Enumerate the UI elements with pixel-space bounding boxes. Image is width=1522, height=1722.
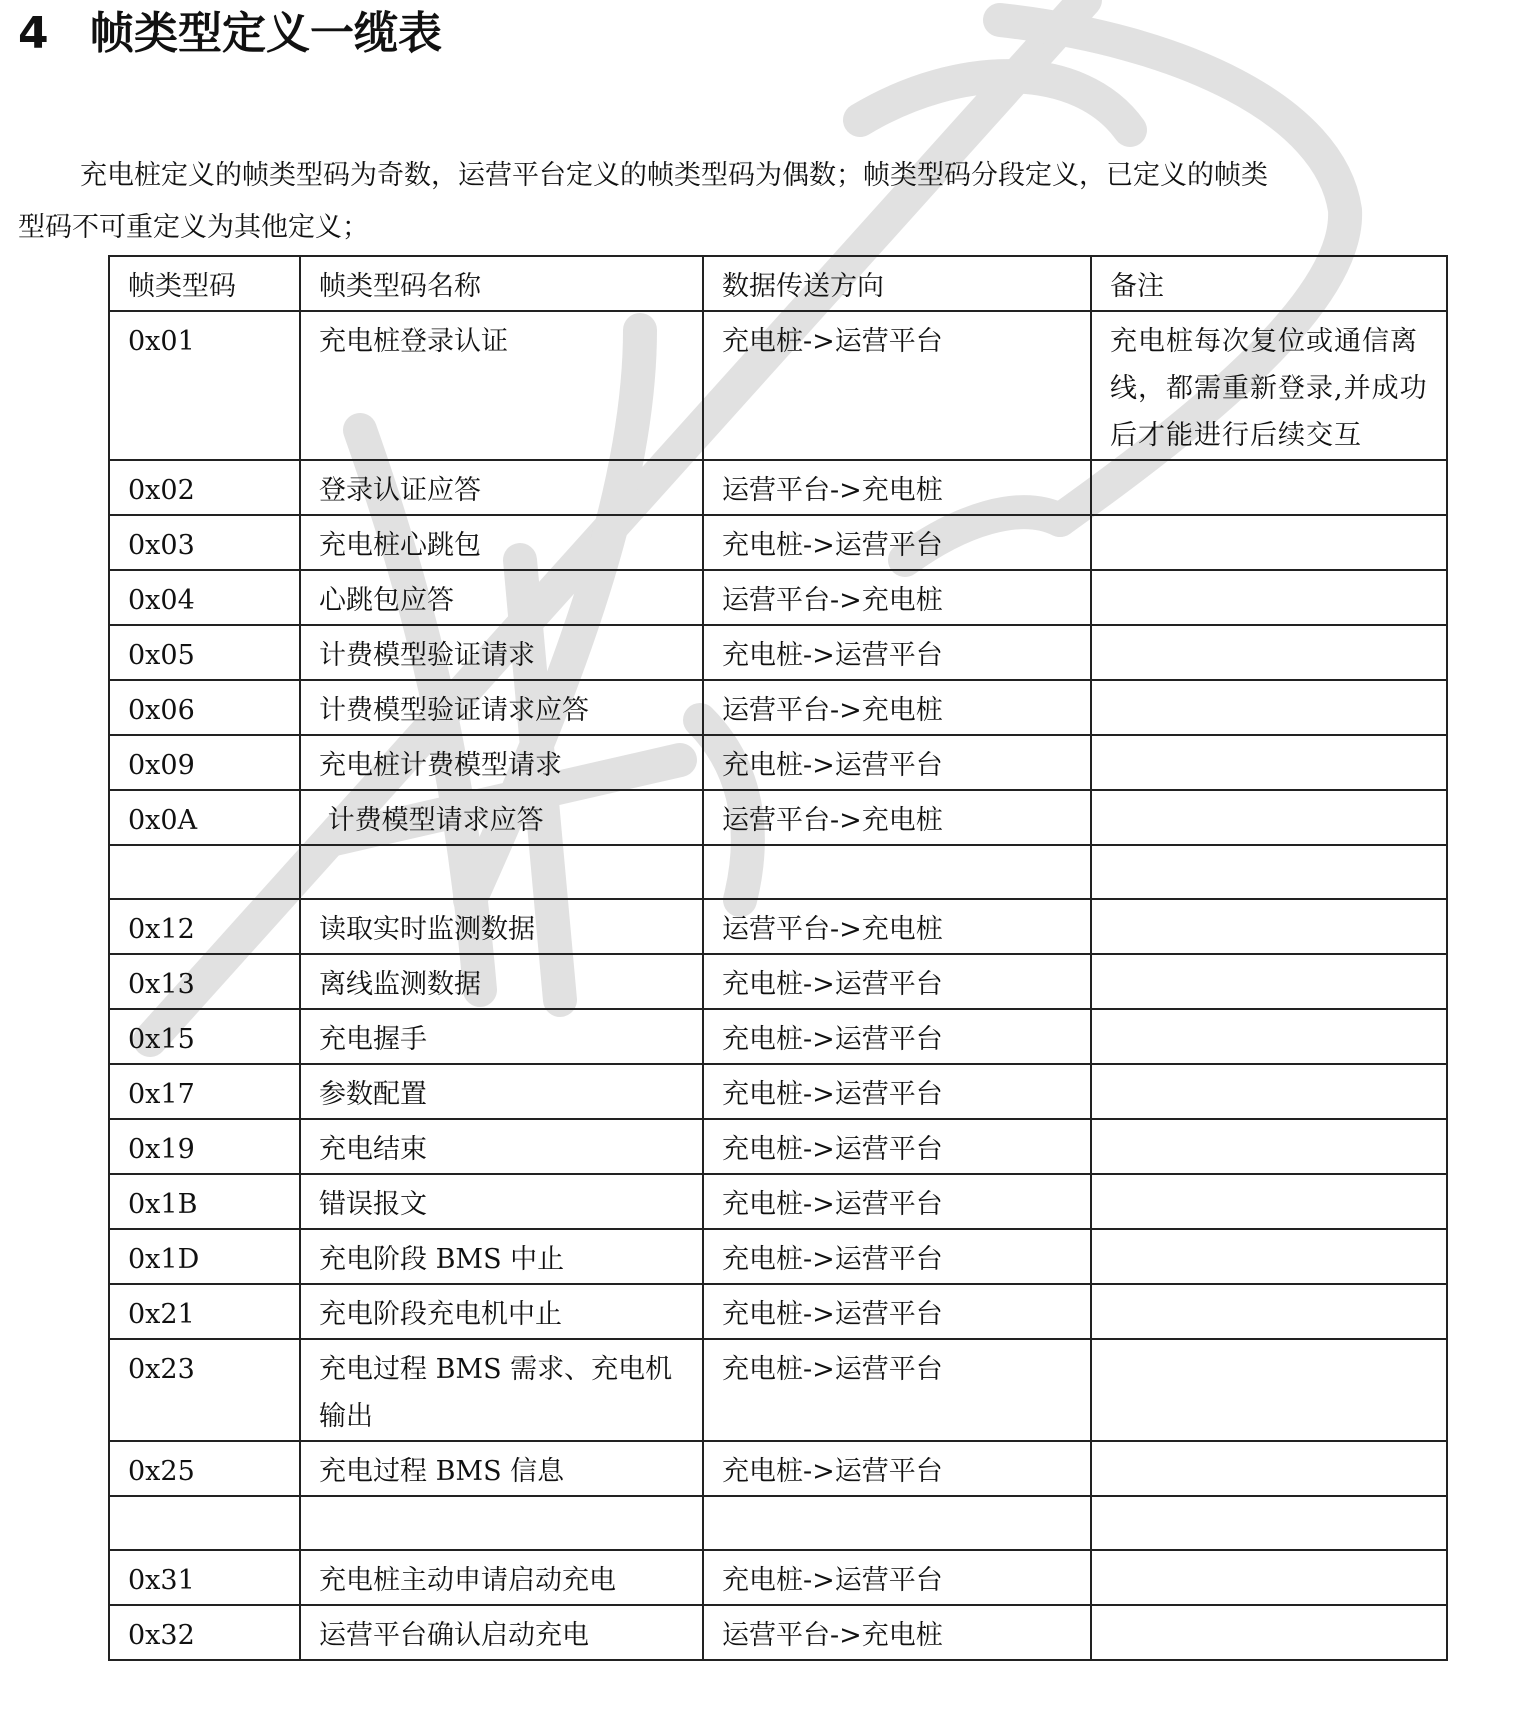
frame-name-cell: 充电桩计费模型请求 [300,735,703,790]
frame-name-cell: 登录认证应答 [300,460,703,515]
frame-note-cell [1091,1550,1447,1605]
frame-name-cell: 充电过程 BMS 需求、充电机输出 [300,1339,703,1441]
frame-direction-cell: 充电桩->运营平台 [703,1119,1091,1174]
frame-code-cell: 0x05 [109,625,300,680]
table-row [109,570,1447,625]
frame-note-cell [1091,1064,1447,1119]
frame-note-cell [1091,1119,1447,1174]
frame-code-cell: 0x03 [109,515,300,570]
frame-direction-cell: 运营平台->充电桩 [703,680,1091,735]
frame-name-cell: 心跳包应答 [300,570,703,625]
table-row [109,1009,1447,1064]
intro-paragraph [18,150,1418,254]
table-row [109,735,1447,790]
intro-line-2: 型码不可重定义为其他定义； [18,212,369,243]
table-row [109,460,1447,515]
frame-direction-cell: 充电桩->运营平台 [703,1441,1091,1496]
frame-code-cell: 0x25 [109,1441,300,1496]
frame-code-cell: 0x32 [109,1605,300,1660]
frame-note-cell: 充电桩每次复位或通信离线，都需重新登录,并成功后才能进行后续交互 [1091,311,1447,460]
frame-direction-cell: 充电桩->运营平台 [703,311,1091,460]
frame-note-cell [1091,1496,1447,1550]
frame-note-cell [1091,954,1447,1009]
table-row [109,625,1447,680]
frame-name-cell: 计费模型请求应答 [300,790,703,845]
table-row [109,1441,1447,1496]
frame-direction-cell: 充电桩->运营平台 [703,1284,1091,1339]
frame-note-cell [1091,899,1447,954]
table-row [109,899,1447,954]
frame-direction-cell: 充电桩->运营平台 [703,735,1091,790]
frame-direction-cell: 充电桩->运营平台 [703,1550,1091,1605]
frame-note-cell [1091,1009,1447,1064]
header-note: 备注 [1091,256,1447,311]
frame-name-cell: 充电桩登录认证 [300,311,703,460]
frame-direction-cell: 运营平台->充电桩 [703,1605,1091,1660]
frame-note-cell [1091,1441,1447,1496]
table-row [109,1496,1447,1550]
frame-code-cell: 0x15 [109,1009,300,1064]
frame-direction-cell: 充电桩->运营平台 [703,954,1091,1009]
frame-code-cell: 0x12 [109,899,300,954]
frame-code-cell [109,1496,300,1550]
section-heading [18,4,442,64]
frame-note-cell [1091,1229,1447,1284]
frame-direction-cell [703,845,1091,899]
table-row [109,845,1447,899]
frame-code-cell: 0x02 [109,460,300,515]
table-row [109,1284,1447,1339]
frame-code-cell: 0x13 [109,954,300,1009]
section-title: 帧类型定义一缆表 [90,8,442,59]
frame-code-cell: 0x1B [109,1174,300,1229]
frame-name-cell: 计费模型验证请求应答 [300,680,703,735]
frame-name-cell: 错误报文 [300,1174,703,1229]
frame-code-cell: 0x09 [109,735,300,790]
frame-name-cell: 充电结束 [300,1119,703,1174]
frame-direction-cell: 充电桩->运营平台 [703,1064,1091,1119]
table-row [109,1229,1447,1284]
frame-name-cell: 参数配置 [300,1064,703,1119]
frame-note-cell [1091,515,1447,570]
frame-code-cell: 0x31 [109,1550,300,1605]
frame-code-cell [109,845,300,899]
frame-direction-cell: 运营平台->充电桩 [703,460,1091,515]
frame-direction-cell: 充电桩->运营平台 [703,1339,1091,1441]
table-row [109,954,1447,1009]
table-row [109,515,1447,570]
frame-code-cell: 0x01 [109,311,300,460]
frame-direction-cell: 运营平台->充电桩 [703,790,1091,845]
header-code: 帧类型码 [109,256,300,311]
frame-direction-cell: 运营平台->充电桩 [703,899,1091,954]
frame-direction-cell: 运营平台->充电桩 [703,570,1091,625]
frame-name-cell: 运营平台确认启动充电 [300,1605,703,1660]
frame-note-cell [1091,735,1447,790]
frame-note-cell [1091,845,1447,899]
section-number: 4 [18,8,49,59]
table-row [109,680,1447,735]
intro-line-1: 充电桩定义的帧类型码为奇数，运营平台定义的帧类型码为偶数；帧类型码分段定义，已定义的帧类 [80,160,1268,191]
header-direction: 数据传送方向 [703,256,1091,311]
frame-name-cell: 离线监测数据 [300,954,703,1009]
frame-direction-cell: 充电桩->运营平台 [703,515,1091,570]
frame-name-cell: 充电阶段充电机中止 [300,1284,703,1339]
frame-direction-cell: 充电桩->运营平台 [703,625,1091,680]
header-name: 帧类型码名称 [300,256,703,311]
frame-code-cell: 0x23 [109,1339,300,1441]
frame-name-cell: 计费模型验证请求 [300,625,703,680]
frame-name-cell: 充电桩主动申请启动充电 [300,1550,703,1605]
frame-direction-cell [703,1496,1091,1550]
frame-name-cell [300,845,703,899]
table-row [109,1339,1447,1441]
frame-name-cell: 充电过程 BMS 信息 [300,1441,703,1496]
frame-note-cell [1091,570,1447,625]
frame-direction-cell: 充电桩->运营平台 [703,1174,1091,1229]
frame-note-cell [1091,680,1447,735]
frame-code-cell: 0x04 [109,570,300,625]
frame-code-cell: 0x21 [109,1284,300,1339]
table-row [109,1119,1447,1174]
table-row [109,1550,1447,1605]
frame-note-cell [1091,1605,1447,1660]
frame-name-cell: 充电握手 [300,1009,703,1064]
frame-code-cell: 0x06 [109,680,300,735]
frame-code-cell: 0x19 [109,1119,300,1174]
frame-direction-cell: 充电桩->运营平台 [703,1009,1091,1064]
frame-code-cell: 0x1D [109,1229,300,1284]
frame-name-cell: 充电桩心跳包 [300,515,703,570]
frame-note-cell [1091,1284,1447,1339]
frame-note-cell [1091,625,1447,680]
frame-name-cell [300,1496,703,1550]
frame-note-cell [1091,1339,1447,1441]
table-header-row [109,256,1447,311]
frame-note-cell [1091,460,1447,515]
table-row [109,1605,1447,1660]
frame-name-cell: 读取实时监测数据 [300,899,703,954]
frame-code-cell: 0x17 [109,1064,300,1119]
table-row [109,1064,1447,1119]
frame-direction-cell: 充电桩->运营平台 [703,1229,1091,1284]
frame-code-cell: 0x0A [109,790,300,845]
frame-note-cell [1091,1174,1447,1229]
table-row [109,790,1447,845]
frame-note-cell [1091,790,1447,845]
frame-type-table [108,255,1448,1661]
frame-name-cell: 充电阶段 BMS 中止 [300,1229,703,1284]
table-row [109,1174,1447,1229]
table-row [109,311,1447,460]
